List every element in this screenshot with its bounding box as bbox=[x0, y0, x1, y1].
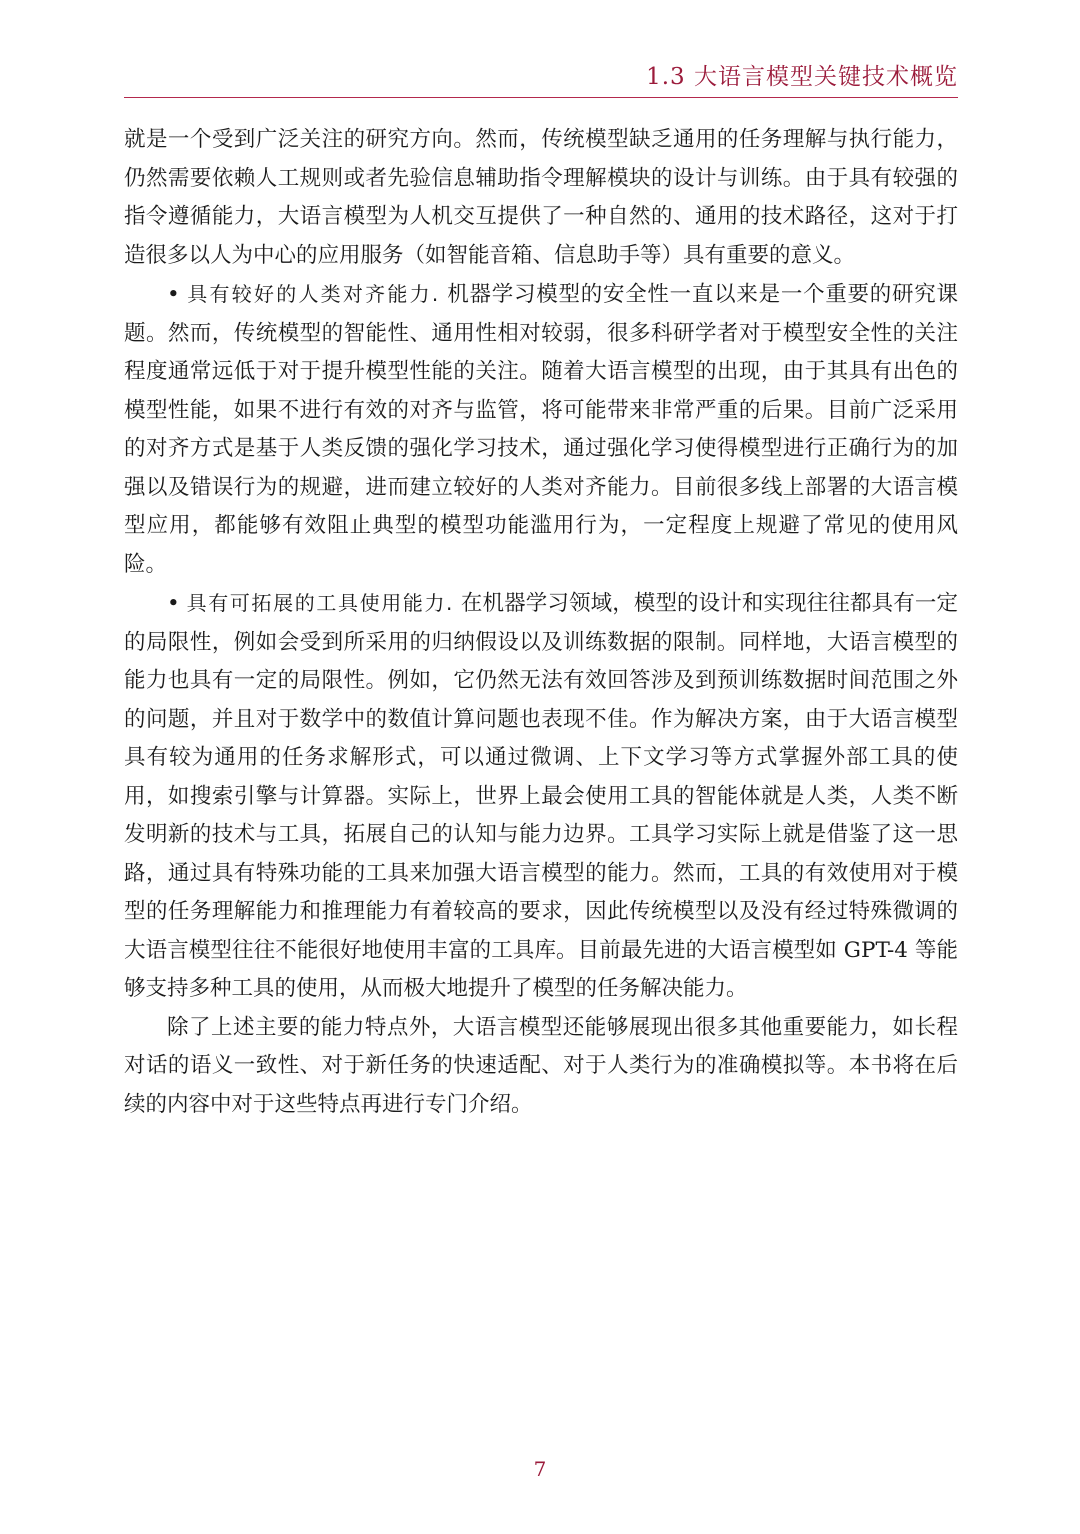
bullet-marker: • bbox=[167, 591, 180, 616]
running-header: 1.3 大语言模型关键技术概览 bbox=[646, 64, 958, 90]
paragraph-continuation: 就是一个受到广泛关注的研究方向。然而，传统模型缺乏通用的任务理解与执行能力，仍然需要依赖人工规则或者先验信息辅助指令理解模块的设计与训练。由于具有较强的指令遵循能力，大语言模型为人机交互提供了一种自然的、通用的技术路径，这对于打造很多以人为中心的应用服务（如智能音箱、信息助手等）具有重要的意义。 bbox=[124, 127, 958, 268]
bullet-title-tool-use: 具有可拓展的工具使用能力. bbox=[186, 591, 454, 615]
paragraph-summary: 除了上述主要的能力特点外，大语言模型还能够展现出很多其他重要能力，如长程对话的语义一致性、对于新任务的快速适配、对于人类行为的准确模拟等。本书将在后续的内容中对于这些特点再进行专门介绍。 bbox=[124, 1014, 958, 1117]
bullet-body-tool-use: 在机器学习领域，模型的设计和实现往往都具有一定的局限性，例如会受到所采用的归纳假设以及训练数据的限制。同样地，大语言模型的能力也具有一定的局限性。例如，它仍然无法有效回答涉及到预训练数据时间范围之外的问题，并且对于数学中的数值计算问题也表现不佳。作为解决方案，由于大语言模型具有较为通用的任务求解形式，可以通过微调、上下文学习等方式掌握外部工具的使用，如搜索引擎与计算器。实际上，世界上最会使用工具的智能体就是人类，人类不断发明新的技术与工具，拓展自己的认知与能力边界。工具学习实际上就是借鉴了这一思路，通过具有特殊功能的工具来加强大语言模型的能力。然而，工具的有效使用对于模型的任务理解能力和推理能力有着较高的要求，因此传统模型以及没有经过特殊微调的大语言模型往往不能很好地使用丰富的工具库。目前最先进的大语言模型如 GPT-4 等能够支持多种工具的使用，从而极大地提升了模型的任务解决能力。 bbox=[124, 591, 958, 1001]
bullet-tool-use bbox=[124, 584, 958, 1009]
bullet-title-alignment: 具有较好的人类对齐能力. bbox=[187, 282, 440, 306]
bullet-marker: • bbox=[167, 282, 180, 307]
header-rule bbox=[124, 97, 958, 98]
bullet-body-alignment: 机器学习模型的安全性一直以来是一个重要的研究课题。然而，传统模型的智能性、通用性相对较弱，很多科研学者对于模型安全性的关注程度通常远低于对于提升模型性能的关注。随着大语言模型的出现，由于其具有出色的模型性能，如果不进行有效的对齐与监管，将可能带来非常严重的后果。目前广泛采用的对齐方式是基于人类反馈的强化学习技术，通过强化学习使得模型进行正确行为的加强以及错误行为的规避，进而建立较好的人类对齐能力。目前很多线上部署的大语言模型应用，都能够有效阻止典型的模型功能滥用行为，一定程度上规避了常见的使用风险。 bbox=[124, 282, 959, 577]
bullet-alignment bbox=[124, 275, 958, 584]
page-number: 7 bbox=[533, 1457, 547, 1481]
body-text bbox=[124, 121, 958, 1124]
